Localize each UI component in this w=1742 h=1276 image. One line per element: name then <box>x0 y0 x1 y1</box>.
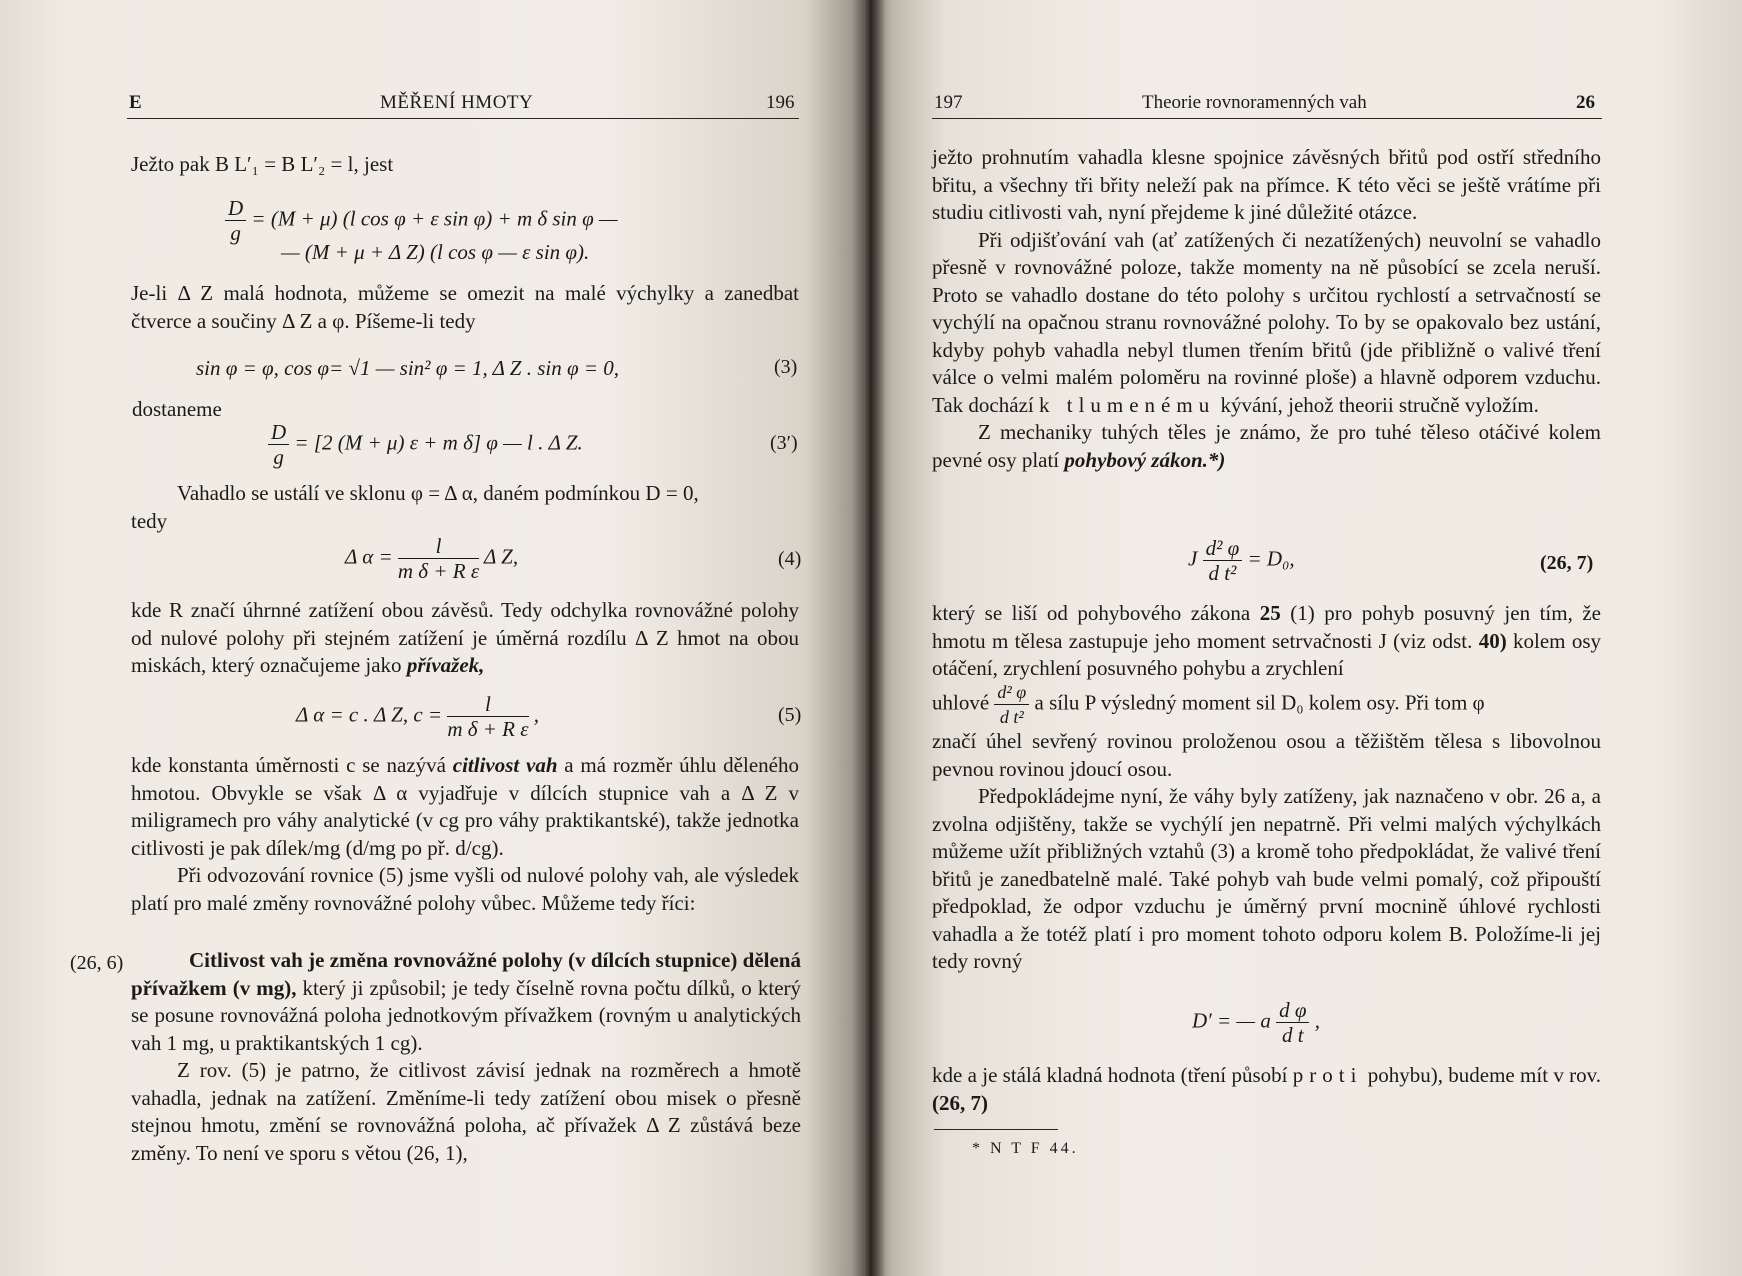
book-gutter <box>852 0 886 1276</box>
section-letter: E <box>129 92 142 113</box>
frac-numerator: d φ <box>1276 998 1309 1023</box>
equation-5-comma: , <box>533 702 540 727</box>
paragraph-r4-a: který se liší od pohybového zákona <box>932 601 1251 625</box>
page-number-left: 196 <box>766 92 795 113</box>
intro-line: Ježto pak B L′₁ = B L′₂ = l, jest <box>131 152 394 176</box>
frac-numerator: l <box>398 534 479 559</box>
running-title-right: Theorie rovnoramenných vah <box>1142 92 1367 113</box>
paragraph-r6 <box>932 1062 1601 1117</box>
paragraph-r3-a: Z mechaniky tuhých těles je známo, že pro tuhé těleso otáčivé kolem pevné osy platí <box>932 420 1601 472</box>
frac-numerator: l <box>447 692 528 717</box>
frac-denominator: m δ + R ε <box>447 717 529 741</box>
paragraph-r4-text <box>932 600 1601 683</box>
term-privazek: přívažek, <box>406 653 485 677</box>
right-body-top <box>932 144 1601 474</box>
header-rule-left <box>127 118 799 119</box>
right-body-bottom <box>932 728 1601 976</box>
paragraph-r4-uhlove <box>932 680 1601 729</box>
paragraph-r1-text: ježto prohnutím vahadla klesne spojnice závěsných břitů pod ostří středního břitu, a všechny tři břity neleží pak na přímce. K této věci se ještě vrátíme při studiu citlivosti vah, nyní přejdeme k jiné důležité otázce. <box>932 145 1601 224</box>
ref-40: 40) <box>1478 628 1507 653</box>
equation-5-number: (5) <box>778 704 802 726</box>
paragraph-6-text: Z rov. (5) je patrno, že citlivost závisí jednak na rozměrech a hmotě vahadla, jednak na zatížení. Změníme-li tedy zatížení obou misek o přesně stejnou hmotu, změní se rovnovážná poloha, ač přívažek Δ Z zůstává beze změny. To není ve sporu s větou (26, 1), <box>131 1058 801 1165</box>
footnote: * N T F 44. <box>972 1140 1079 1157</box>
header-rule-right <box>932 118 1602 119</box>
footnote-rule <box>934 1129 1058 1130</box>
paragraph-r4-e: značí úhel sevřený rovinou proloženou osou a těžištěm tělesa s libovolnou pevnou rovinou jdoucí osou. <box>932 729 1601 781</box>
equation-3-prime <box>268 420 583 469</box>
frac-numerator: d² φ <box>994 680 1029 705</box>
equation-d-prime <box>1192 998 1320 1047</box>
paragraph-4-a: kde konstanta úměrnosti c se nazývá <box>131 753 446 777</box>
paragraph-r6-text <box>932 1062 1601 1117</box>
theorem-26-6 <box>131 947 801 1167</box>
dostaneme-label: dostaneme <box>132 397 222 421</box>
frac-denominator: d t² <box>1208 561 1237 585</box>
paragraph-2-text: Vahadlo se ustálí ve sklonu φ = Δ α, daném podmínkou D = 0, <box>177 481 699 505</box>
frac-denominator: m δ + R ε <box>397 559 480 583</box>
paragraph-r4-d: a sílu P výsledný moment sil D₀ kolem osy. Při tom φ <box>1034 690 1485 715</box>
paragraph-5-text: Při odvozování rovnice (5) jsme vyšli od nulové polohy vah, ale výsledek platí pro malé změny rovnovážné polohy vůbec. Můžeme tedy říci: <box>131 863 799 915</box>
theorem-label: (26, 6) <box>70 952 124 974</box>
equation-3: sin φ = φ, cos φ= √1 — sin² φ = 1, Δ Z . sin φ = 0, <box>196 356 620 380</box>
paragraph-r6-b: pohybu), budeme mít v rov. <box>1367 1063 1601 1087</box>
page-number-right: 197 <box>934 92 963 113</box>
right-page <box>866 0 1742 1276</box>
frac-denominator: g <box>230 221 241 245</box>
term-proti: proti <box>1292 1063 1363 1087</box>
equation-26-7-number: (26, 7) <box>1540 552 1594 574</box>
left-page <box>0 0 866 1276</box>
equation-1-line-1: = (M + μ) (l cos φ + ε sin φ) + m δ sin φ — <box>251 206 618 231</box>
running-title-left: MĚŘENÍ HMOTY <box>380 92 534 113</box>
paragraph-4 <box>131 752 799 917</box>
paragraph-1 <box>131 280 799 335</box>
paragraph-r2-a: Při odjišťování vah (ať zatížených či nezatížených) neuvolní se vahadlo přesně v rovnovážné poloze, takže momenty na ně působící se zcela neruší. Proto se vahadlo dostane do této polohy s určitou rychlostí a setrvačností se vychýlí na opačnou stranu rovnovážné polohy. To by se opakovalo bez ustání, kdyby pohyb vahadla nebyl tlumen třením břitů (jde přibližně o valivé tření válce o velmi malém poloměru na rovinné ploše) a hlavně odporem vzduchu. Tak dochází <box>932 227 1601 417</box>
paragraph-3 <box>131 597 799 680</box>
term-citlivost-vah: citlivost vah <box>452 753 558 777</box>
frac-denominator: d t <box>1282 1023 1304 1047</box>
equation-3-prime-body: = [2 (M + μ) ε + m δ] φ — l . Δ Z. <box>294 430 583 455</box>
theorem-bold: Citlivost vah je změna rovnovážné polohy (v dílcích stupnice) dělená přívažkem (v mg), <box>131 948 801 1000</box>
paragraph-r6-a: kde a je stálá kladná hodnota (tření působí <box>932 1063 1288 1087</box>
theorem-text <box>131 947 801 1057</box>
theorem-rest: který ji způsobil; je tedy číselně rovna počtu dílků, o který se posune rovnovážná poloha jednotkovým přívažkem (rovným u analytických vah 1 mg, u praktikantských 1 cg). <box>131 975 802 1055</box>
equation-d-prime-comma: , <box>1314 1008 1320 1033</box>
uhlove-word: uhlové <box>932 690 990 715</box>
frac-numerator: D <box>268 420 289 445</box>
paragraph-r2-text <box>932 227 1601 420</box>
paragraph-r4-c: kolem osy otáčení, zrychlení posuvného pohybu a zrychlení <box>932 628 1601 680</box>
equation-4 <box>345 534 518 583</box>
equation-3-prime-number: (3′) <box>770 432 798 454</box>
paragraph-r3-text <box>932 419 1601 474</box>
paragraph-4-text <box>131 752 799 862</box>
equation-3-number: (3) <box>774 356 798 378</box>
equation-5 <box>296 692 539 741</box>
equation-7-rhs: = D₀, <box>1247 546 1295 571</box>
equation-1 <box>225 196 618 245</box>
frac-denominator: g <box>273 445 284 469</box>
paragraph-r2-b: kývání, jehož theorii stručně vyložím. <box>1220 392 1539 417</box>
tedy-label: tedy <box>131 508 168 533</box>
ref-25: 25 <box>1259 601 1281 625</box>
equation-d-prime-lhs: D′ = — a <box>1192 1008 1271 1033</box>
paragraph-3-body: kde R značí úhrnné zatížení obou závěsů. Tedy odchylka rovnovážné polohy od nulové polohy při stejném zatížení je úměrná rozdílu Δ Z hmot na obou miskách, který označujeme jako <box>131 598 799 677</box>
uhlove-line <box>932 680 1601 729</box>
equation-5-lhs: Δ α = c . Δ Z, c = <box>296 702 443 727</box>
paragraph-3-text <box>131 597 799 680</box>
term-tlumenemu: k tlumenému <box>1038 392 1216 417</box>
paragraph-r4 <box>932 600 1601 683</box>
paragraph-r4-b: (1) pro pohyb posuvný jen tím, že hmotu m tělesa zastupuje jeho moment setrvačnosti J (viz odst. <box>932 601 1602 653</box>
paragraph-2 <box>131 480 799 535</box>
equation-26-7 <box>1188 536 1295 585</box>
equation-7-J: J <box>1188 546 1198 571</box>
section-number: 26 <box>1576 92 1595 113</box>
equation-4-rhs: Δ Z, <box>483 544 519 569</box>
frac-numerator: d² φ <box>1203 536 1243 561</box>
equation-4-number: (4) <box>778 548 802 570</box>
paragraph-r5-text: Předpokládejme nyní, že váhy byly zatíženy, jak naznačeno v obr. 26 a, a zvolna odjištěny, takže se vychýlí jen nepatrně. Při velmi malých výchylkách můžeme užít přibližných vztahů (3) a kromě toho předpokládat, že valivé tření břitů je zanedbatelně malé. Také pohyb vah bude velmi pomalý, což připouští předpoklad, že odpor vzduchu je úměrný první mocnině úhlové rychlosti vahadla a že totéž platí i pro moment tohoto odporu kolem B. Položíme-li jej tedy rovný <box>932 784 1601 973</box>
paragraph-4-b: a má rozměr úhlu děleného hmotou. Obvykle se však Δ α vyjadřuje v dílcích stupnice vah a Δ Z v miligramech pro váhy analytické (v cg pro váhy praktikantské), takže jednotka citlivosti je pak dílek/mg (d/mg po př. d/cg). <box>131 753 799 860</box>
frac-denominator: d t² <box>999 707 1024 727</box>
equation-1-line-2: — (M + μ + Δ Z) (l cos φ — ε sin φ). <box>281 240 590 264</box>
paragraph-1-text: Je-li Δ Z malá hodnota, můžeme se omezit na malé výchylky a zanedbat čtverce a součiny Δ Z a φ. Píšeme-li tedy <box>131 281 799 333</box>
ref-26-7: (26, 7) <box>932 1090 988 1115</box>
term-pohybovy-zakon: pohybový zákon.*) <box>1064 447 1226 472</box>
frac-numerator: D <box>225 196 246 221</box>
equation-4-lhs: Δ α = <box>345 544 393 569</box>
